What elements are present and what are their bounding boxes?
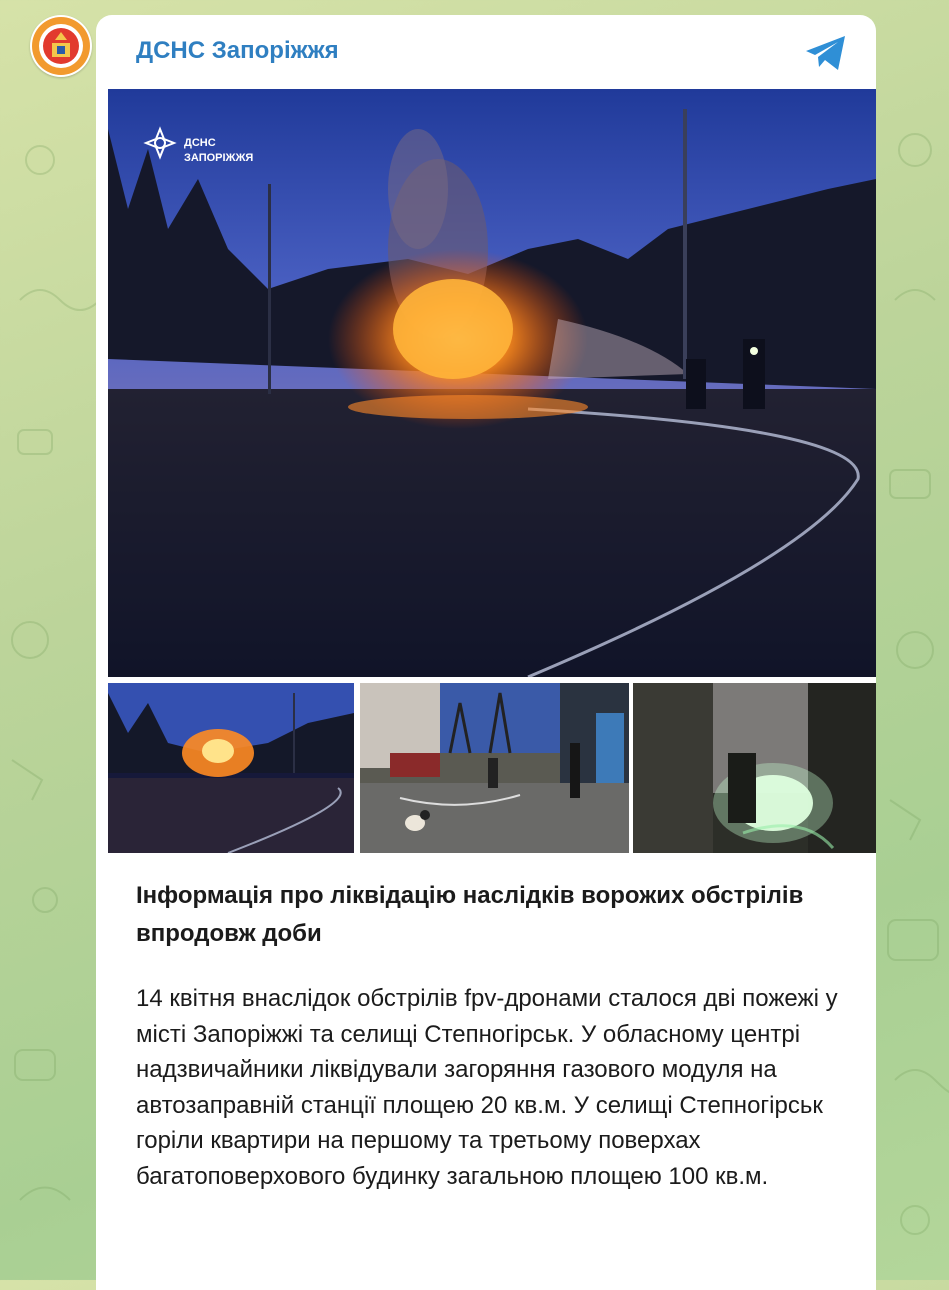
thumbnail-photo-3[interactable] [633, 683, 876, 853]
post-title: Інформація про ліквідацію наслідків ворожих обстрілів впродовж доби [136, 882, 804, 947]
main-photo[interactable] [108, 89, 876, 677]
thumbnail-photo-2[interactable] [360, 683, 629, 853]
emblem-icon [30, 15, 92, 77]
channel-name[interactable]: ДСНС Запоріжжя [136, 37, 339, 64]
watermark-text-line2: ЗАПОРІЖЖЯ [184, 152, 254, 164]
post-card [96, 15, 876, 1290]
post-header [96, 15, 876, 89]
telegram-icon[interactable] [804, 33, 848, 73]
post-body: 14 квітня внаслідок обстрілів fpv-дронами сталося дві пожежі у місті Запоріжжі та селищі Степногірськ. У обласному центрі надзвичайники ліквідували загоряння газового модуля на автозаправній станції площею 20 кв.м. У селищі Степногірськ горіли квартири на першому та третьому поверхах багатоповерхового будинку загальною площею 100 кв.м. [136, 985, 838, 1190]
watermark-text-line1: ДСНС [184, 137, 216, 149]
thumbnail-photo-1[interactable] [108, 683, 354, 853]
channel-avatar[interactable] [30, 15, 92, 77]
